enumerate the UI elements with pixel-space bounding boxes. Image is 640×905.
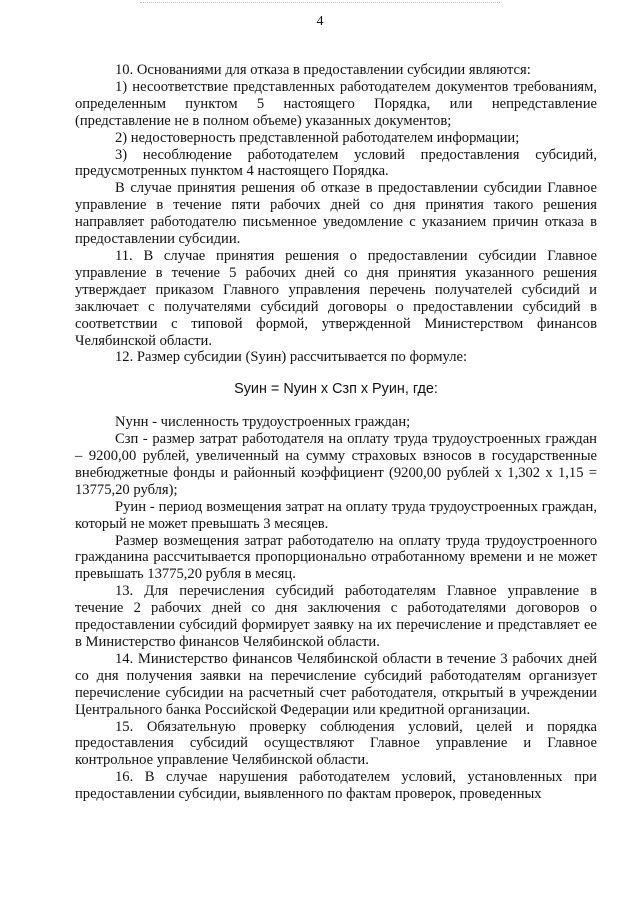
definition-czp: Сзп - размер затрат работодателя на оплату труда трудоустроенных граждан – 9200,00 рублей, увеличенный на сумму страховых взносов в государственные внебюджетные фонды и районный коэффициент (9200,00 рублей х 1,302 х 1,15 = 13775,20 рубля); [75,431,597,498]
scan-top-marks [140,2,500,9]
definition-n: Nунн - численность трудоустроенных граждан; [115,414,411,431]
paragraph-12: 12. Размер субсидии (Sуин) рассчитывается по формуле: [115,349,468,366]
definition-ruin: Руин - период возмещения затрат на оплату труда трудоустроенных граждан, который не может превышать 3 месяцев. [75,498,597,532]
paragraph-16: 16. В случае нарушения работодателем условий, установленных при предоставлении субсидии, выявленного по фактам проверок, проведенных [75,769,597,803]
paragraph-13: 13. Для перечисления субсидий работодателям Главное управление в течение 2 рабочих дней со дня заключения с работодателями договоров о предоставлении субсидий формирует заявку на их перечисление и представляет ее в Министерство финансов Челябинской области. [75,583,597,650]
paragraph-10-item-1: 1) несоответствие представленных работодателем документов требованиям, определенным пунктом 5 настоящего Порядка, или непредставление (представление не в полном объеме) указанных документов; [75,78,597,129]
paragraph-10-heading: 10. Основаниями для отказа в предоставлении субсидии являются: [115,62,531,78]
paragraph-14: 14. Министерство финансов Челябинской области в течение 3 рабочих дней со дня получения заявки на перечисление субсидий работодателям организует перечисление субсидии на расчетный счет работодателя, открытый в учреждении Центрального банка Российской Федерации или кредитной организации. [75,650,597,718]
paragraph-10-item-3: 3) несоблюдение работодателем условий предоставления субсидий, предусмотренных пунктом 4 настоящего Порядка. [75,146,597,180]
paragraph-15: 15. Обязательную проверку соблюдения условий, целей и порядка предоставления субсидий осуществляют Главное управление и Главное контрольное управление Челябинской области. [75,718,597,769]
paragraph-10-item-2: 2) недостоверность представленной работодателем информации; [115,129,520,146]
page-number: 4 [316,14,324,29]
document-body [75,62,597,803]
paragraph-10-refusal: В случае принятия решения об отказе в предоставлении субсидии Главное управление в течение пяти рабочих дней со дня принятия такого решения направляет работодателю письменное уведомление с указанием причин отказа в предоставлении субсидии. [75,180,597,248]
reimbursement-limit: Размер возмещения затрат работодателю на оплату труда трудоустроенного гражданина рассчитывается пропорционально отработанному времени и не может превышать 13775,20 рубля в месяц. [75,532,597,583]
subsidy-formula: Sуин = Nуин х Сзп х Руин, где: [234,381,438,398]
paragraph-11: 11. В случае принятия решения о предоставлении субсидии Главное управление в течение 5 рабочих дней со дня принятия указанного решения утверждает приказом Главного управления перечень получателей субсидий и заключает с получателями субсидий договоры о предоставлении субсидий в соответствии с типовой формой, утвержденной Министерством финансов Челябинской области. [75,247,597,349]
